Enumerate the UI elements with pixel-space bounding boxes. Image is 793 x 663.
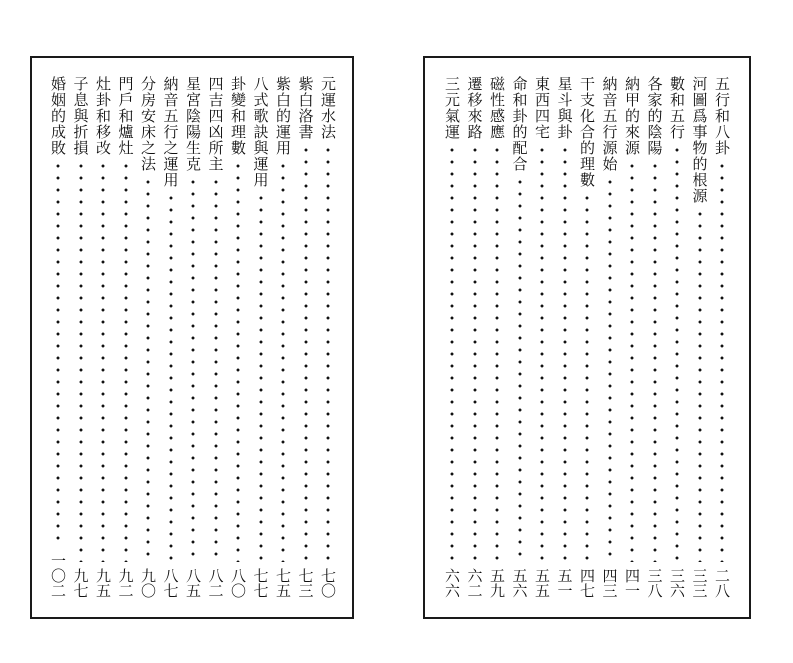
toc-entry-page-number: 八七	[161, 568, 180, 598]
leader-dots	[531, 144, 553, 562]
toc-entry	[250, 76, 272, 598]
toc-entry	[317, 76, 339, 598]
toc-entry	[486, 76, 508, 598]
toc-entry-page-number: 四一	[623, 568, 641, 598]
leader-dots	[115, 160, 137, 562]
toc-entry	[160, 76, 182, 598]
leader-dots	[509, 176, 531, 562]
toc-entry-title: 四吉四凶所主	[206, 76, 225, 172]
toc-entry-page-number: 七五	[274, 568, 292, 598]
toc-entry-page-number: 八〇	[229, 568, 247, 598]
toc-entry-title: 八式歌訣與運用	[251, 76, 270, 188]
toc-entry-page-number: 四三	[600, 568, 619, 598]
toc-entry	[711, 76, 733, 598]
leader-dots	[644, 160, 666, 562]
leader-dots	[227, 160, 249, 562]
leader-dots	[295, 144, 317, 562]
leader-dots	[464, 144, 486, 562]
toc-entry	[272, 76, 294, 598]
toc-entry-page-number: 五六	[510, 568, 529, 598]
toc-entry-page-number: 九五	[94, 568, 112, 598]
leader-dots	[317, 144, 339, 562]
toc-entry-page-number: 三六	[668, 568, 686, 598]
toc-entry-title: 數和五行	[668, 76, 686, 140]
toc-entry	[554, 76, 576, 598]
toc-entry-title: 納甲的來源	[623, 76, 641, 156]
leader-dots	[599, 176, 621, 562]
toc-entry-page-number: 三三	[690, 568, 709, 598]
toc-entry	[47, 76, 69, 598]
leader-dots	[621, 160, 643, 562]
toc-entry-page-number: 九七	[71, 568, 90, 598]
leader-dots	[47, 160, 69, 547]
leader-dots	[689, 208, 711, 562]
toc-entry	[576, 76, 598, 598]
toc-entry-title: 遷移來路	[465, 76, 484, 140]
toc-entry	[644, 76, 666, 598]
leader-dots	[182, 176, 204, 562]
leader-dots	[486, 144, 508, 562]
toc-entry-title: 河圖爲事物的根源	[690, 76, 709, 204]
toc-entry-page-number: 四七	[578, 568, 596, 598]
leader-dots	[272, 160, 294, 562]
toc-entry-page-number: 五五	[533, 568, 551, 598]
toc-entry	[92, 76, 114, 598]
toc-entry-page-number: 六六	[443, 568, 461, 598]
leader-dots	[70, 160, 92, 562]
leader-dots	[576, 192, 598, 562]
leader-dots	[160, 192, 182, 562]
toc-entry-title: 納音五行之運用	[161, 76, 180, 188]
toc-entry-page-number: 六二	[465, 568, 484, 598]
toc-entry-title: 納音五行源始	[600, 76, 619, 172]
toc-entry-title: 干支化合的理數	[578, 76, 596, 188]
toc-entry	[205, 76, 227, 598]
toc-entry	[295, 76, 317, 598]
toc-entry-title: 子息與折損	[71, 76, 90, 156]
toc-entry	[115, 76, 137, 598]
toc-entry	[137, 76, 159, 598]
toc-entry-title: 灶卦和移改	[94, 76, 112, 156]
leader-dots	[205, 176, 227, 562]
toc-entry-page-number: 八五	[184, 568, 202, 598]
toc-entry-title: 婚姻的成敗	[49, 76, 67, 156]
toc-entry	[689, 76, 711, 598]
toc-entry-title: 星斗與卦	[555, 76, 574, 140]
toc-entry-page-number: 五九	[488, 568, 506, 598]
leader-dots	[441, 144, 463, 562]
left-page	[30, 56, 354, 619]
right-page	[423, 56, 751, 619]
leader-dots	[92, 160, 114, 562]
toc-entry-page-number: 七三	[296, 568, 315, 598]
toc-entry-title: 紫白洛書	[296, 76, 315, 140]
toc-entry	[70, 76, 92, 598]
toc-entry-page-number: 九〇	[139, 568, 157, 598]
toc-entry-title: 命和卦的配合	[510, 76, 529, 172]
toc-entry-title: 三元氣運	[443, 76, 461, 140]
toc-entry-page-number: 七〇	[319, 568, 337, 598]
toc-entry	[464, 76, 486, 598]
toc-entry-title: 門戶和爐灶	[116, 76, 135, 156]
toc-entry	[621, 76, 643, 598]
toc-entry	[182, 76, 204, 598]
toc-entry-title: 紫白的運用	[274, 76, 292, 156]
toc-entry-title: 卦變和理數	[229, 76, 247, 156]
toc-entry	[599, 76, 621, 598]
leader-dots	[137, 176, 159, 562]
toc-entry-page-number: 五一	[555, 568, 574, 598]
toc-entry-title: 各家的陰陽	[645, 76, 664, 156]
toc-entry	[509, 76, 531, 598]
toc-entry-page-number: 三八	[645, 568, 664, 598]
leader-dots	[711, 160, 733, 562]
toc-entry-page-number: 八二	[206, 568, 225, 598]
leader-dots	[250, 192, 272, 562]
toc-entry	[441, 76, 463, 598]
toc-entry	[666, 76, 688, 598]
toc-entry	[531, 76, 553, 598]
toc-entry-page-number: 七七	[251, 568, 270, 598]
toc-entry-page-number: 九二	[116, 568, 135, 598]
toc-entry-page-number: 二八	[713, 568, 731, 598]
leader-dots	[666, 144, 688, 562]
toc-entry-title: 東西四宅	[533, 76, 551, 140]
toc-entry-title: 分房安床之法	[139, 76, 157, 172]
toc-entry-title: 磁性感應	[488, 76, 506, 140]
toc-entry-page-number: 一〇二	[49, 553, 67, 598]
toc-entry-title: 星宮陰陽生克	[184, 76, 202, 172]
toc-entry-title: 元運水法	[319, 76, 337, 140]
leader-dots	[554, 144, 576, 562]
toc-entry-title: 五行和八卦	[713, 76, 731, 156]
toc-entry	[227, 76, 249, 598]
